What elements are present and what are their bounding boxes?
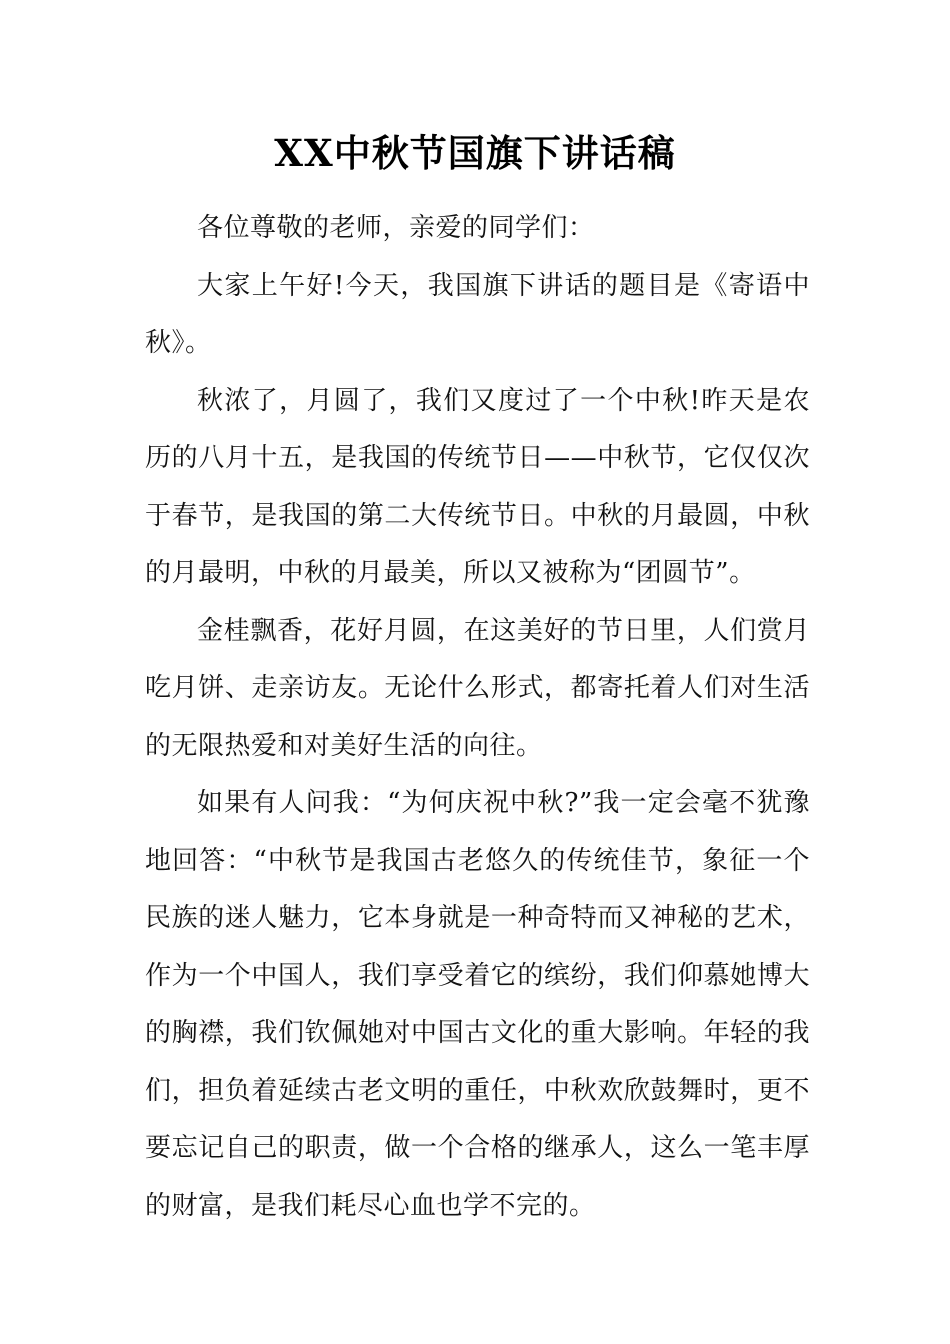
paragraph-topic: 大家上午好!今天，我国旗下讲话的题目是《寄语中秋》。 <box>145 270 810 358</box>
paragraph-festival-customs: 金桂飘香，花好月圆，在这美好的节日里，人们赏月吃月饼、走亲访友。无论什么形式，都寄托着人们对生活的无限热爱和对美好生活的向往。 <box>145 615 810 761</box>
document-title: XX中秋节国旗下讲话稿 <box>274 131 676 175</box>
paragraph-mid-autumn-intro: 秋浓了，月圆了，我们又度过了一个中秋!昨天是农历的八月十五，是我国的传统节日——中秋节，它仅仅次于春节，是我国的第二大传统节日。中秋的月最圆，中秋的月最明，中秋的月最美，所以又被称为“团圆节”。 <box>145 385 810 588</box>
paragraph-greeting: 各位尊敬的老师，亲爱的同学们： <box>197 213 595 243</box>
paragraph-why-celebrate: 如果有人问我：“为何庆祝中秋?”我一定会毫不犹豫地回答：“中秋节是我国古老悠久的传统佳节，象征一个民族的迷人魅力，它本身就是一种奇特而又神秘的艺术，作为一个中国人，我们享受着它的缤纷，我们仰慕她博大的胸襟，我们钦佩她对中国古文化的重大影响。年轻的我们，担负着延续古老文明的重任，中秋欢欣鼓舞时，更不要忘记自己的职责，做一个合格的继承人，这么一笔丰厚的财富，是我们耗尽心血也学不完的。 <box>145 788 810 1221</box>
document-body <box>145 200 810 1235</box>
